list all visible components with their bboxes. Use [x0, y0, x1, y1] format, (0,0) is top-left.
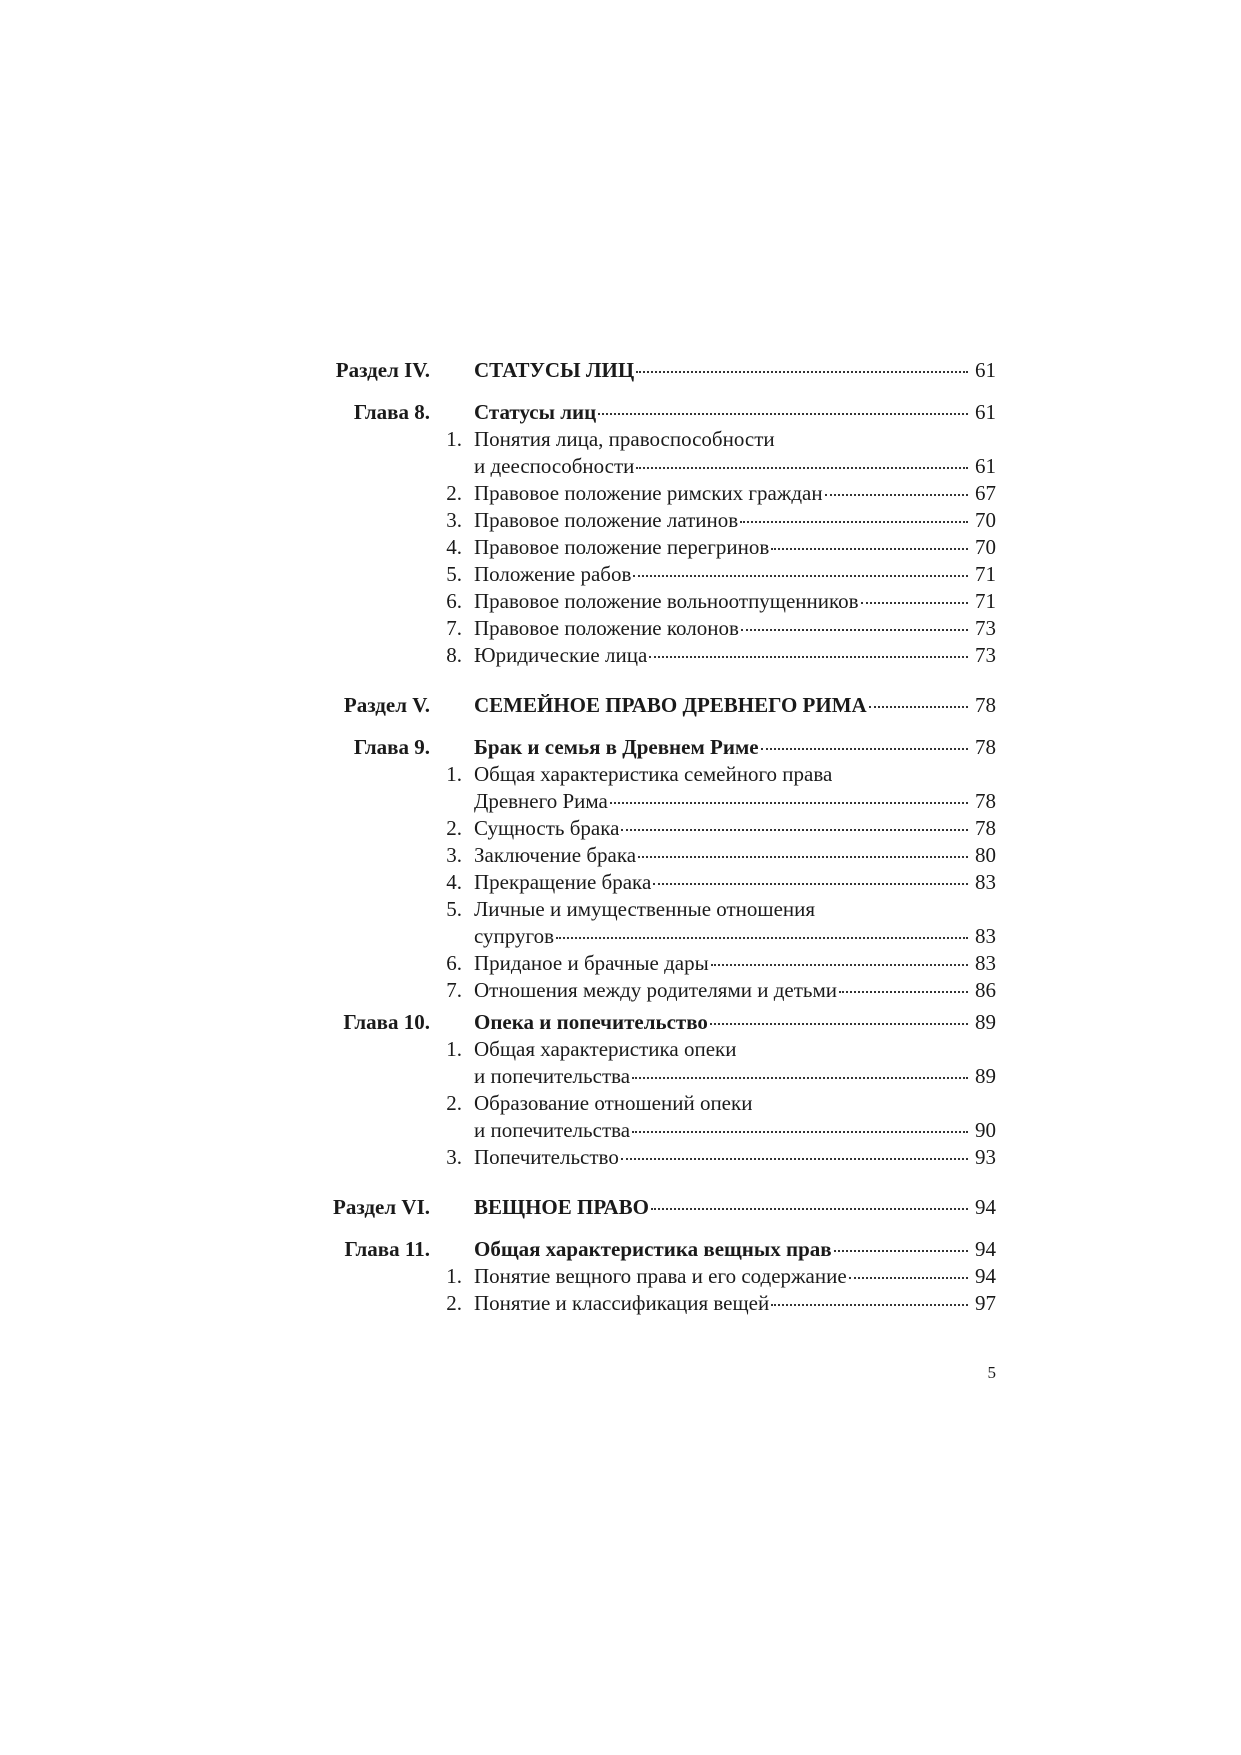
toc-item-row[interactable]	[320, 1263, 996, 1290]
section-title: СТАТУСЫ ЛИЦ	[474, 358, 635, 382]
leader-dots	[861, 602, 968, 604]
toc-item-row[interactable]	[320, 534, 996, 561]
chapter-page: 78	[975, 735, 996, 759]
item-page: 61	[975, 454, 996, 478]
item-number: 7.	[446, 616, 462, 640]
toc-item-row[interactable]	[320, 977, 996, 1004]
toc-item-row[interactable]	[320, 453, 996, 480]
leader-dots	[638, 856, 968, 858]
chapter-title: Общая характеристика вещных прав	[474, 1237, 832, 1261]
item-page: 71	[975, 589, 996, 613]
item-title: Прекращение брака	[474, 870, 652, 894]
toc-item-row[interactable]	[320, 923, 996, 950]
page-number: 5	[987, 1363, 996, 1382]
item-title: Образование отношений опеки	[474, 1091, 753, 1115]
item-page: 93	[975, 1145, 996, 1169]
section-label: Раздел VI.	[333, 1195, 430, 1219]
item-number: 5.	[446, 897, 462, 921]
section-label: Раздел V.	[343, 693, 430, 717]
leader-dots	[761, 748, 968, 750]
item-title: Юридические лица	[474, 643, 648, 667]
item-page: 71	[975, 562, 996, 586]
item-title: Положение рабов	[474, 562, 632, 586]
item-title: и дееспособности	[474, 454, 635, 478]
toc-item-row[interactable]	[320, 815, 996, 842]
leader-dots	[711, 964, 968, 966]
toc-chapter-row[interactable]	[320, 734, 996, 761]
item-title: Личные и имущественные отношения	[474, 897, 816, 921]
item-page: 78	[975, 789, 996, 813]
item-title: Общая характеристика опеки	[474, 1037, 737, 1061]
toc-item-row[interactable]	[320, 950, 996, 977]
item-number: 4.	[446, 870, 462, 894]
item-page: 70	[975, 508, 996, 532]
item-number: 1.	[446, 427, 462, 451]
toc-item-row[interactable]	[320, 642, 996, 669]
section-page: 61	[975, 358, 996, 382]
item-page: 80	[975, 843, 996, 867]
leader-dots	[740, 521, 968, 523]
leader-dots	[849, 1277, 968, 1279]
leader-dots	[741, 629, 968, 631]
item-title: Понятие и классификация вещей	[474, 1291, 770, 1315]
item-number: 4.	[446, 535, 462, 559]
toc-chapter-row[interactable]	[320, 399, 996, 426]
item-title: Понятие вещного права и его содержание	[474, 1264, 847, 1288]
item-page: 83	[975, 924, 996, 948]
item-page: 67	[975, 481, 996, 505]
item-page: 94	[975, 1264, 996, 1288]
item-title: Приданое и брачные дары	[474, 951, 709, 975]
item-page: 83	[975, 951, 996, 975]
toc-item-row[interactable]	[320, 507, 996, 534]
section-title: ВЕЩНОЕ ПРАВО	[474, 1195, 649, 1219]
item-number: 1.	[446, 1037, 462, 1061]
toc-chapter-row[interactable]	[320, 1009, 996, 1036]
leader-dots	[839, 991, 968, 993]
table-of-contents	[320, 357, 996, 1317]
item-page: 97	[975, 1291, 996, 1315]
leader-dots	[771, 1304, 968, 1306]
leader-dots	[632, 1077, 968, 1079]
item-number: 6.	[446, 951, 462, 975]
leader-dots	[869, 706, 968, 708]
item-number: 1.	[446, 1264, 462, 1288]
item-title: Сущность брака	[474, 816, 620, 840]
toc-item-row[interactable]	[320, 480, 996, 507]
leader-dots	[621, 829, 968, 831]
item-page: 89	[975, 1064, 996, 1088]
item-title: Заключение брака	[474, 843, 637, 867]
toc-item-row[interactable]	[320, 1063, 996, 1090]
item-title: Древнего Рима	[474, 789, 608, 813]
section-title: СЕМЕЙНОЕ ПРАВО ДРЕВНЕГО РИМА	[474, 693, 867, 717]
item-number: 3.	[446, 843, 462, 867]
toc-section-row[interactable]	[320, 357, 996, 384]
item-number: 6.	[446, 589, 462, 613]
item-page: 86	[975, 978, 996, 1002]
item-title: Правовое положение латинов	[474, 508, 739, 532]
item-number: 5.	[446, 562, 462, 586]
chapter-page: 94	[975, 1237, 996, 1261]
leader-dots	[556, 937, 968, 939]
toc-item-row[interactable]	[320, 1144, 996, 1171]
item-title: Понятия лица, правоспособности	[474, 427, 775, 451]
chapter-label: Глава 11.	[344, 1237, 430, 1261]
chapter-title: Опека и попечительство	[474, 1010, 708, 1034]
item-title: супругов	[474, 924, 555, 948]
toc-chapter-row[interactable]	[320, 1236, 996, 1263]
chapter-page: 89	[975, 1010, 996, 1034]
toc-item-row[interactable]	[320, 869, 996, 896]
chapter-title: Статусы лиц	[474, 400, 597, 424]
leader-dots	[834, 1250, 968, 1252]
toc-item-row[interactable]	[320, 788, 996, 815]
item-page: 73	[975, 643, 996, 667]
leader-dots	[651, 1208, 968, 1210]
toc-item-row[interactable]	[320, 1036, 996, 1063]
item-number: 1.	[446, 762, 462, 786]
item-title: Общая характеристика семейного права	[474, 762, 833, 786]
item-number: 2.	[446, 1091, 462, 1115]
leader-dots	[710, 1023, 968, 1025]
item-number: 3.	[446, 508, 462, 532]
item-number: 2.	[446, 481, 462, 505]
chapter-label: Глава 10.	[343, 1010, 430, 1034]
chapter-label: Глава 9.	[353, 735, 430, 759]
toc-item-row[interactable]	[320, 1290, 996, 1317]
toc-item-row[interactable]	[320, 1090, 996, 1117]
item-number: 2.	[446, 1291, 462, 1315]
item-number: 2.	[446, 816, 462, 840]
item-number: 8.	[446, 643, 462, 667]
item-title: Правовое положение вольноотпущенников	[474, 589, 859, 613]
leader-dots	[653, 883, 968, 885]
leader-dots	[598, 413, 968, 415]
toc-item-row[interactable]	[320, 615, 996, 642]
section-label: Раздел IV.	[335, 358, 430, 382]
item-number: 7.	[446, 978, 462, 1002]
toc-item-row[interactable]	[320, 426, 996, 453]
toc-section-row[interactable]	[320, 692, 996, 719]
item-page: 78	[975, 816, 996, 840]
item-page: 83	[975, 870, 996, 894]
item-title: Попечительство	[474, 1145, 619, 1169]
item-page: 90	[975, 1118, 996, 1142]
item-title: Правовое положение колонов	[474, 616, 739, 640]
chapter-label: Глава 8.	[353, 400, 430, 424]
section-page: 78	[975, 693, 996, 717]
toc-item-row[interactable]	[320, 588, 996, 615]
leader-dots	[610, 802, 968, 804]
item-page: 70	[975, 535, 996, 559]
leader-dots	[771, 548, 968, 550]
chapter-page: 61	[975, 400, 996, 424]
leader-dots	[633, 575, 968, 577]
leader-dots	[649, 656, 968, 658]
toc-item-row[interactable]	[320, 761, 996, 788]
item-title: Правовое положение римских граждан	[474, 481, 823, 505]
toc-section-row[interactable]	[320, 1194, 996, 1221]
item-number: 3.	[446, 1145, 462, 1169]
leader-dots	[636, 371, 968, 373]
item-title: Правовое положение перегринов	[474, 535, 770, 559]
item-title: Отношения между родителями и детьми	[474, 978, 838, 1002]
leader-dots	[825, 494, 968, 496]
toc-item-row[interactable]	[320, 1117, 996, 1144]
toc-item-row[interactable]	[320, 561, 996, 588]
chapter-title: Брак и семья в Древнем Риме	[474, 735, 759, 759]
leader-dots	[621, 1158, 968, 1160]
leader-dots	[632, 1131, 968, 1133]
item-title: и попечительства	[474, 1118, 631, 1142]
toc-item-row[interactable]	[320, 896, 996, 923]
section-page: 94	[975, 1195, 996, 1219]
item-title: и попечительства	[474, 1064, 631, 1088]
leader-dots	[636, 467, 968, 469]
toc-item-row[interactable]	[320, 842, 996, 869]
item-page: 73	[975, 616, 996, 640]
